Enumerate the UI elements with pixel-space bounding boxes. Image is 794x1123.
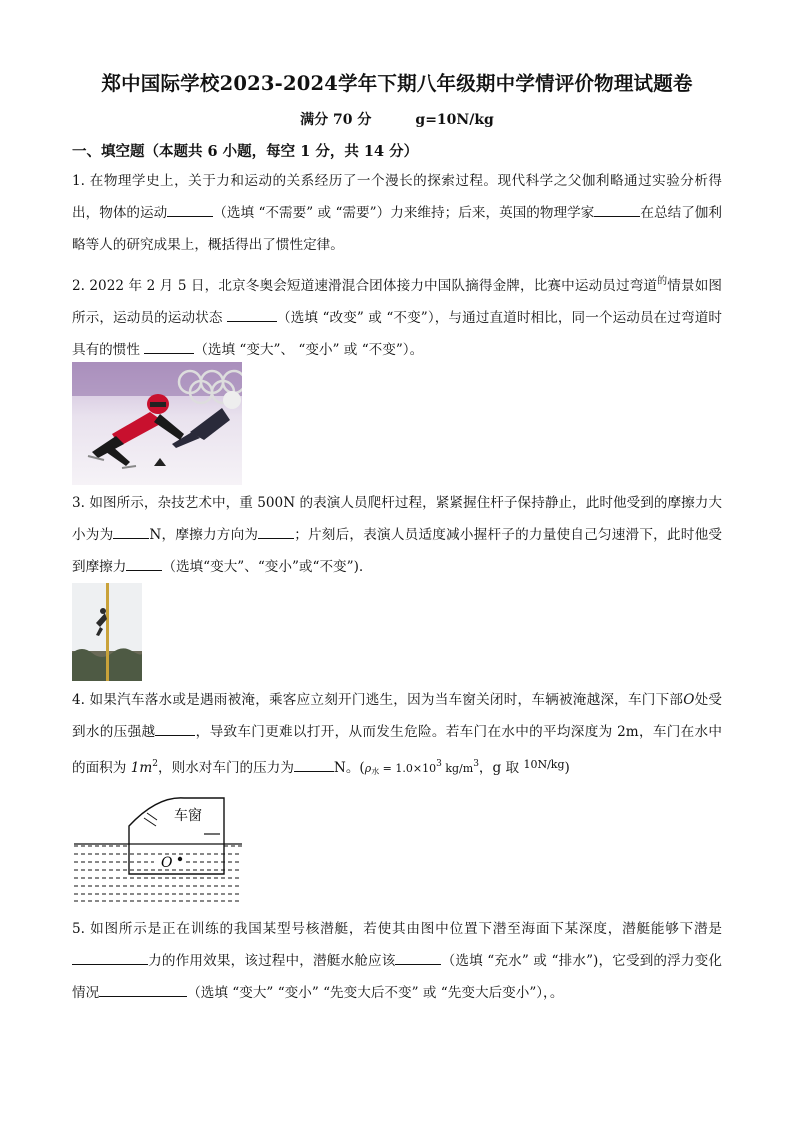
q1-blank-1 [167, 202, 213, 217]
question-1: 1. 在物理学史上，关于力和运动的关系经历了一个漫长的探索过程。现代科学之父伽利略通过实验分析得出，物体的运动 （选填 “不需要” 或 “需要”）力来维持；后来，英国的物理学家 在总结了伽利略等人的研究成果上，概括得出了惯性定律。 [72, 173, 723, 253]
speed-skater-photo [72, 362, 242, 485]
car-in-water-diagram [72, 790, 244, 904]
point-o-label: O [161, 855, 173, 871]
pole-climber-photo [72, 583, 142, 681]
point-o-dot [178, 857, 182, 861]
q5-blank-1 [72, 950, 148, 965]
question-3: 3. 如图所示，杂技艺术中，重 500N 的表演人员爬杆过程，紧紧握住杆子保持静止，此时他受到的摩擦力大小为为 N，摩擦力方向为 ；片刻后，表演人员适度减小握杆子的力量使自己匀速滑下，此时他受到摩擦力 （选填“变大”、“变小”或“不变”). [72, 495, 722, 575]
q3-blank-3 [126, 556, 162, 571]
q2-blank-1 [227, 307, 277, 322]
full-score: 满分 70 分 [300, 112, 372, 128]
q5-blank-3 [99, 982, 187, 997]
exam-subtitle [0, 109, 794, 129]
q4-blank-2 [294, 757, 334, 772]
car-window-label: 车窗 [174, 808, 202, 824]
question-4: 4. 如果汽车落水或是遇雨被淹，乘客应立刻开门逃生，因为当车窗关闭时，车辆被淹越深，车门下部O处受到水的压强越 ，导致车门更难以打开，从而发生危险。若车门在水中的平均深度为 2m，车门在水中的面积为 $1m^2$，则水对车门的压力为 N。(ρ水 = $1.0\times 10^3$ $kg/m^3$，g 取 $^{10N/kg}$) [72, 692, 723, 776]
q5-blank-2 [395, 950, 441, 965]
q3-blank-2 [258, 524, 294, 539]
question-2: 2. 2022 年 2 月 5 日，北京冬奥会短道速滑混合团体接力中国队摘得金牌，比赛中运动员过弯道$^的$情景如图所示，运动员的运动状态 （选填 “改变” 或 “不变”），与通过直道时相比，同一个运动员在过弯道时具有的惯性 （选填 “变大”、 “变小” 或 “不变”）。 [72, 276, 722, 358]
gravity-constant: g=10N/kg [415, 112, 494, 128]
q3-blank-1 [113, 524, 149, 539]
section-heading: 一、填空题（本题共 6 小题，每空 1 分，共 14 分） [72, 143, 419, 160]
question-5: 5. 如图所示是正在训练的我国某型号核潜艇，若使其由图中位置下潜至海面下某深度，潜艇能够下潜是力的作用效果，该过程中，潜艇水舱应该 （选填 “充水” 或 “排水”)，它受到的浮力变化情况 （选填 “变大” “变小” “先变大后不变” 或 “先变大后变小”），。 [72, 921, 722, 1001]
q2-blank-2 [144, 339, 194, 354]
exam-title: 郑中国际学校2023-2024学年下期八年级期中学情评价物理试题卷 [101, 72, 693, 95]
q4-blank-1 [155, 721, 195, 736]
q1-blank-2 [594, 202, 640, 217]
